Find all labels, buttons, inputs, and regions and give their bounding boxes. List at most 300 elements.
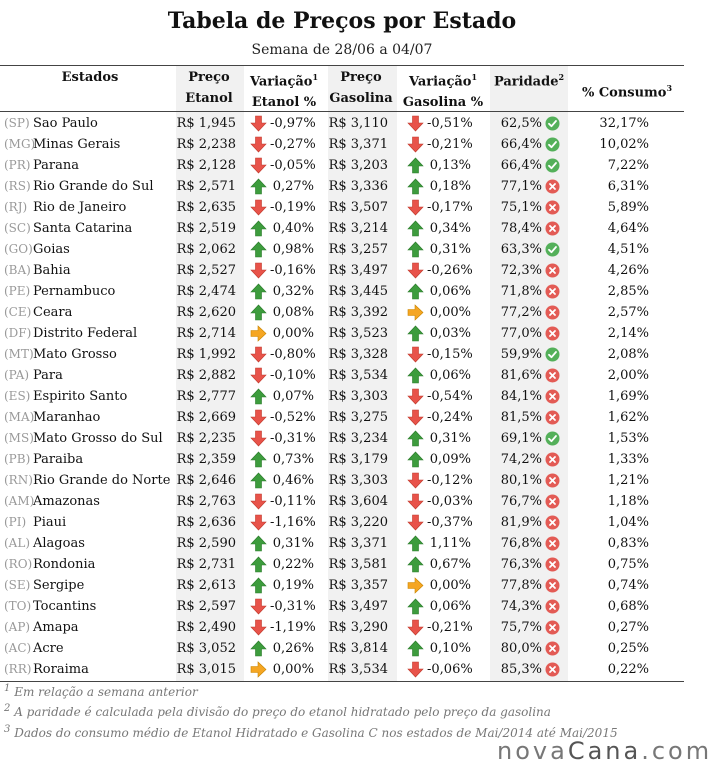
table-row [0, 281, 684, 302]
state-name: Amazonas [33, 494, 100, 509]
header-variacao-gasolina: Variação$^1$ Gasolina % [402, 72, 484, 111]
gasolina-variation-value: -0,37% [427, 515, 473, 530]
state-code: (PI) [4, 515, 27, 529]
gasolina-price: R$ 3,445 [328, 284, 388, 299]
consumo-value: 4,51% [607, 242, 649, 257]
state-code: (AP) [4, 620, 31, 634]
consumo-value: 2,08% [607, 347, 649, 362]
page-subtitle: Semana de 28/06 a 04/07 [251, 42, 433, 58]
paridade-value: 85,3% [500, 662, 542, 677]
header-estados: Estados [61, 70, 119, 85]
paridade-value: 75,1% [500, 200, 542, 215]
gasolina-price: R$ 3,290 [328, 620, 388, 635]
etanol-variation-value: 0,07% [272, 389, 314, 404]
x-circle-icon [545, 389, 560, 404]
etanol-variation-value: 0,32% [272, 284, 314, 299]
etanol-up-arrow-icon [250, 220, 267, 237]
gasolina-down-arrow-icon [407, 514, 424, 531]
etanol-variation-value: -1,19% [270, 620, 316, 635]
paridade-value: 74,2% [500, 452, 542, 467]
gasolina-variation-value: -0,17% [427, 200, 473, 215]
etanol-down-arrow-icon [250, 115, 267, 132]
paridade-value: 66,4% [500, 158, 542, 173]
gasolina-variation-value: 0,10% [429, 641, 471, 656]
consumo-value: 1,04% [607, 515, 649, 530]
gasolina-down-arrow-icon [407, 661, 424, 678]
table-row [0, 659, 684, 680]
etanol-price: R$ 2,235 [176, 431, 236, 446]
etanol-variation-value: 0,08% [272, 305, 314, 320]
gasolina-up-arrow-icon [407, 535, 424, 552]
etanol-up-arrow-icon [250, 283, 267, 300]
etanol-variation-value: -0,10% [270, 368, 316, 383]
paridade-value: 66,4% [500, 137, 542, 152]
paridade-value: 76,7% [500, 494, 542, 509]
gasolina-price: R$ 3,604 [328, 494, 388, 509]
check-circle-icon [545, 137, 560, 152]
gasolina-price: R$ 3,257 [328, 242, 388, 257]
state-code: (BA) [4, 263, 31, 277]
etanol-up-arrow-icon [250, 535, 267, 552]
etanol-down-arrow-icon [250, 409, 267, 426]
footnote-3: $^3$ Dados do consumo médio de Etanol Hidratado e Gasolina C nos estados de Mai/2014 até Mai/2015 [4, 724, 618, 740]
state-name: Roraima [33, 662, 89, 677]
consumo-value: 2,85% [607, 284, 649, 299]
etanol-variation-value: -0,19% [270, 200, 316, 215]
etanol-up-arrow-icon [250, 451, 267, 468]
state-code: (AM) [4, 494, 35, 508]
state-code: (MA) [4, 410, 35, 424]
x-circle-icon [545, 494, 560, 509]
table-row [0, 197, 684, 218]
state-name: Maranhao [33, 410, 101, 425]
gasolina-up-arrow-icon [407, 220, 424, 237]
etanol-price: R$ 2,731 [176, 557, 236, 572]
state-code: (SE) [4, 578, 31, 592]
footer-divider [0, 681, 684, 682]
etanol-variation-value: -0,52% [270, 410, 316, 425]
etanol-down-arrow-icon [250, 262, 267, 279]
gasolina-variation-value: 1,11% [429, 536, 471, 551]
consumo-value: 7,22% [607, 158, 649, 173]
state-name: Pernambuco [33, 284, 116, 299]
table-row [0, 365, 684, 386]
paridade-value: 59,9% [500, 347, 542, 362]
etanol-down-arrow-icon [250, 598, 267, 615]
gasolina-up-arrow-icon [407, 430, 424, 447]
x-circle-icon [545, 410, 560, 425]
x-circle-icon [545, 221, 560, 236]
etanol-up-arrow-icon [250, 472, 267, 489]
etanol-up-arrow-icon [250, 178, 267, 195]
etanol-up-arrow-icon [250, 304, 267, 321]
etanol-price: R$ 2,062 [176, 242, 236, 257]
state-code: (ES) [4, 389, 31, 403]
etanol-down-arrow-icon [250, 619, 267, 636]
etanol-price: R$ 2,590 [176, 536, 236, 551]
etanol-down-arrow-icon [250, 157, 267, 174]
state-code: (PR) [4, 158, 31, 172]
etanol-price: R$ 2,128 [176, 158, 236, 173]
paridade-value: 77,1% [500, 179, 542, 194]
consumo-value: 32,17% [599, 116, 649, 131]
etanol-variation-value: -0,27% [270, 137, 316, 152]
table-row [0, 344, 684, 365]
etanol-price: R$ 2,519 [176, 221, 236, 236]
state-code: (RR) [4, 662, 32, 676]
footnote-1: $^1$ Em relação a semana anterior [4, 683, 198, 699]
consumo-value: 1,21% [607, 473, 649, 488]
consumo-value: 4,64% [607, 221, 649, 236]
state-name: Ceara [33, 305, 73, 320]
table-row [0, 155, 684, 176]
etanol-variation-value: -0,80% [270, 347, 316, 362]
consumo-value: 1,18% [607, 494, 649, 509]
state-name: Bahia [33, 263, 71, 278]
paridade-value: 76,3% [500, 557, 542, 572]
table-row [0, 428, 684, 449]
etanol-price: R$ 2,571 [176, 179, 236, 194]
gasolina-price: R$ 3,507 [328, 200, 388, 215]
paridade-value: 77,8% [500, 578, 542, 593]
etanol-down-arrow-icon [250, 346, 267, 363]
gasolina-price: R$ 3,534 [328, 368, 388, 383]
gasolina-price: R$ 3,371 [328, 137, 388, 152]
table-row [0, 533, 684, 554]
state-code: (PB) [4, 452, 31, 466]
check-circle-icon [545, 431, 560, 446]
novacana-logo: novaCana.com [497, 737, 712, 765]
gasolina-variation-value: -0,54% [427, 389, 473, 404]
gasolina-price: R$ 3,814 [328, 641, 388, 656]
etanol-variation-value: 0,00% [272, 326, 314, 341]
etanol-price: R$ 2,635 [176, 200, 236, 215]
paridade-value: 72,3% [500, 263, 542, 278]
x-circle-icon [545, 662, 560, 677]
consumo-value: 1,53% [607, 431, 649, 446]
table-row [0, 176, 684, 197]
gasolina-price: R$ 3,336 [328, 179, 388, 194]
page-title: Tabela de Preços por Estado [167, 8, 517, 34]
paridade-value: 69,1% [500, 431, 542, 446]
gasolina-price: R$ 3,303 [328, 473, 388, 488]
paridade-value: 62,5% [500, 116, 542, 131]
state-name: Paraiba [33, 452, 84, 467]
paridade-value: 78,4% [500, 221, 542, 236]
gasolina-variation-value: 0,31% [429, 431, 471, 446]
state-name: Sao Paulo [33, 116, 98, 131]
etanol-down-arrow-icon [250, 430, 267, 447]
state-name: Piaui [33, 515, 67, 530]
state-code: (DF) [4, 326, 32, 340]
etanol-variation-value: -0,05% [270, 158, 316, 173]
header-preco-gasolina: Preço Gasolina [329, 70, 393, 106]
gasolina-price: R$ 3,523 [328, 326, 388, 341]
etanol-variation-value: 0,22% [272, 557, 314, 572]
state-name: Amapa [33, 620, 79, 635]
consumo-value: 0,22% [607, 662, 649, 677]
x-circle-icon [545, 263, 560, 278]
etanol-price: R$ 2,597 [176, 599, 236, 614]
etanol-price: R$ 2,613 [176, 578, 236, 593]
etanol-variation-value: 0,73% [272, 452, 314, 467]
table-row [0, 554, 684, 575]
consumo-value: 2,14% [607, 326, 649, 341]
gasolina-variation-value: -0,12% [427, 473, 473, 488]
consumo-value: 0,74% [607, 578, 649, 593]
state-code: (PA) [4, 368, 30, 382]
gasolina-price: R$ 3,214 [328, 221, 388, 236]
state-code: (CE) [4, 305, 32, 319]
state-name: Espirito Santo [33, 389, 128, 404]
consumo-value: 1,33% [607, 452, 649, 467]
consumo-value: 2,00% [607, 368, 649, 383]
gasolina-up-arrow-icon [407, 241, 424, 258]
state-name: Rio Grande do Sul [33, 179, 154, 194]
gasolina-price: R$ 3,392 [328, 305, 388, 320]
table-row [0, 239, 684, 260]
state-name: Mato Grosso [33, 347, 117, 362]
gasolina-variation-value: -0,03% [427, 494, 473, 509]
x-circle-icon [545, 641, 560, 656]
state-name: Rio Grande do Norte [33, 473, 171, 488]
etanol-price: R$ 2,882 [176, 368, 236, 383]
x-circle-icon [545, 557, 560, 572]
consumo-value: 1,69% [607, 389, 649, 404]
consumo-value: 4,26% [607, 263, 649, 278]
gasolina-down-arrow-icon [407, 115, 424, 132]
table-row [0, 617, 684, 638]
gasolina-variation-value: 0,00% [429, 305, 471, 320]
table-row [0, 596, 684, 617]
gasolina-price: R$ 3,234 [328, 431, 388, 446]
x-circle-icon [545, 599, 560, 614]
gasolina-down-arrow-icon [407, 346, 424, 363]
consumo-value: 2,57% [607, 305, 649, 320]
gasolina-price: R$ 3,110 [328, 116, 388, 131]
etanol-right-arrow-icon [250, 325, 267, 342]
etanol-variation-value: -0,97% [270, 116, 316, 131]
gasolina-variation-value: 0,00% [429, 578, 471, 593]
consumo-value: 0,25% [607, 641, 649, 656]
x-circle-icon [545, 326, 560, 341]
paridade-value: 81,5% [500, 410, 542, 425]
etanol-variation-value: 0,40% [272, 221, 314, 236]
consumo-value: 6,31% [607, 179, 649, 194]
gasolina-up-arrow-icon [407, 157, 424, 174]
x-circle-icon [545, 620, 560, 635]
gasolina-variation-value: -0,15% [427, 347, 473, 362]
etanol-price: R$ 2,474 [176, 284, 236, 299]
header-variacao-etanol: Variação$^1$ Etanol % [249, 72, 319, 111]
etanol-price: R$ 2,238 [176, 137, 236, 152]
state-code: (PE) [4, 284, 31, 298]
gasolina-price: R$ 3,220 [328, 515, 388, 530]
header-consumo: % Consumo$^3$ [581, 83, 673, 101]
etanol-down-arrow-icon [250, 514, 267, 531]
gasolina-price: R$ 3,357 [328, 578, 388, 593]
consumo-value: 0,75% [607, 557, 649, 572]
gasolina-price: R$ 3,497 [328, 599, 388, 614]
state-code: (AL) [4, 536, 30, 550]
gasolina-variation-value: -0,21% [427, 620, 473, 635]
gasolina-right-arrow-icon [407, 304, 424, 321]
etanol-variation-value: 0,31% [272, 536, 314, 551]
etanol-variation-value: 0,26% [272, 641, 314, 656]
etanol-up-arrow-icon [250, 388, 267, 405]
consumo-value: 1,62% [607, 410, 649, 425]
gasolina-variation-value: -0,24% [427, 410, 473, 425]
etanol-price: R$ 1,945 [176, 116, 236, 131]
gasolina-down-arrow-icon [407, 619, 424, 636]
etanol-right-arrow-icon [250, 661, 267, 678]
gasolina-price: R$ 3,275 [328, 410, 388, 425]
consumo-value: 10,02% [599, 137, 649, 152]
paridade-value: 81,9% [500, 515, 542, 530]
consumo-value: 0,83% [607, 536, 649, 551]
x-circle-icon [545, 368, 560, 383]
gasolina-variation-value: -0,21% [427, 137, 473, 152]
state-code: (MT) [4, 347, 34, 361]
header-paridade: Paridade$^2$ [493, 72, 565, 90]
consumo-value: 0,27% [607, 620, 649, 635]
gasolina-variation-value: 0,06% [429, 284, 471, 299]
gasolina-right-arrow-icon [407, 577, 424, 594]
state-code: (RN) [4, 473, 33, 487]
state-code: (MS) [4, 431, 34, 445]
paridade-value: 80,1% [500, 473, 542, 488]
paridade-value: 63,3% [500, 242, 542, 257]
state-name: Distrito Federal [33, 326, 138, 341]
etanol-variation-value: 0,00% [272, 662, 314, 677]
etanol-price: R$ 2,490 [176, 620, 236, 635]
table-row [0, 512, 684, 533]
etanol-up-arrow-icon [250, 577, 267, 594]
etanol-price: R$ 2,646 [176, 473, 236, 488]
state-name: Minas Gerais [33, 137, 121, 152]
state-name: Mato Grosso do Sul [33, 431, 163, 446]
check-circle-icon [545, 158, 560, 173]
check-circle-icon [545, 347, 560, 362]
etanol-variation-value: 0,19% [272, 578, 314, 593]
etanol-variation-value: -0,11% [270, 494, 316, 509]
gasolina-up-arrow-icon [407, 178, 424, 195]
table-row [0, 470, 684, 491]
state-name: Parana [33, 158, 80, 173]
table-row [0, 407, 684, 428]
etanol-price: R$ 2,669 [176, 410, 236, 425]
etanol-down-arrow-icon [250, 136, 267, 153]
table-header [0, 67, 684, 111]
table-row [0, 134, 684, 155]
gasolina-variation-value: 0,67% [429, 557, 471, 572]
check-circle-icon [545, 116, 560, 131]
state-name: Santa Catarina [33, 221, 133, 236]
x-circle-icon [545, 179, 560, 194]
table-row [0, 323, 684, 344]
etanol-price: R$ 2,777 [176, 389, 236, 404]
paridade-value: 80,0% [500, 641, 542, 656]
x-circle-icon [545, 473, 560, 488]
state-name: Tocantins [33, 599, 97, 614]
state-name: Para [33, 368, 63, 383]
gasolina-down-arrow-icon [407, 493, 424, 510]
state-code: (AC) [4, 641, 32, 655]
gasolina-price: R$ 3,328 [328, 347, 388, 362]
gasolina-down-arrow-icon [407, 472, 424, 489]
paridade-value: 71,8% [500, 284, 542, 299]
gasolina-up-arrow-icon [407, 451, 424, 468]
gasolina-up-arrow-icon [407, 283, 424, 300]
table-row [0, 218, 684, 239]
gasolina-down-arrow-icon [407, 199, 424, 216]
gasolina-variation-value: 0,03% [429, 326, 471, 341]
gasolina-down-arrow-icon [407, 136, 424, 153]
gasolina-variation-value: 0,31% [429, 242, 471, 257]
consumo-value: 0,68% [607, 599, 649, 614]
gasolina-price: R$ 3,497 [328, 263, 388, 278]
state-code: (TO) [4, 599, 32, 613]
table-row [0, 386, 684, 407]
table-row [0, 260, 684, 281]
paridade-value: 77,0% [500, 326, 542, 341]
gasolina-price: R$ 3,303 [328, 389, 388, 404]
paridade-value: 75,7% [500, 620, 542, 635]
state-name: Alagoas [33, 536, 85, 551]
table-row [0, 638, 684, 659]
check-circle-icon [545, 242, 560, 257]
etanol-variation-value: -0,31% [270, 431, 316, 446]
gasolina-up-arrow-icon [407, 556, 424, 573]
gasolina-down-arrow-icon [407, 262, 424, 279]
x-circle-icon [545, 578, 560, 593]
paridade-value: 74,3% [500, 599, 542, 614]
x-circle-icon [545, 200, 560, 215]
etanol-up-arrow-icon [250, 556, 267, 573]
table-row [0, 449, 684, 470]
header-bottom-divider [0, 111, 684, 112]
gasolina-price: R$ 3,203 [328, 158, 388, 173]
state-code: (RO) [4, 557, 33, 571]
gasolina-up-arrow-icon [407, 640, 424, 657]
x-circle-icon [545, 284, 560, 299]
etanol-variation-value: 0,46% [272, 473, 314, 488]
etanol-variation-value: 0,27% [272, 179, 314, 194]
state-name: Rio de Janeiro [33, 200, 127, 215]
etanol-up-arrow-icon [250, 640, 267, 657]
etanol-price: R$ 3,052 [176, 641, 236, 656]
etanol-price: R$ 2,620 [176, 305, 236, 320]
etanol-price: R$ 1,992 [176, 347, 236, 362]
gasolina-up-arrow-icon [407, 598, 424, 615]
state-name: Sergipe [33, 578, 85, 593]
table-row [0, 491, 684, 512]
state-code: (MG) [4, 137, 36, 151]
state-code: (RJ) [4, 200, 28, 214]
gasolina-variation-value: 0,18% [429, 179, 471, 194]
gasolina-down-arrow-icon [407, 388, 424, 405]
consumo-value: 5,89% [607, 200, 649, 215]
footnote-2: $^2$ A paridade é calculada pela divisão do preço do etanol hidratado pelo preço da gasolina [4, 703, 551, 719]
etanol-price: R$ 2,636 [176, 515, 236, 530]
etanol-price: R$ 3,015 [176, 662, 236, 677]
gasolina-up-arrow-icon [407, 367, 424, 384]
gasolina-variation-value: 0,06% [429, 368, 471, 383]
etanol-variation-value: 0,98% [272, 242, 314, 257]
gasolina-variation-value: -0,06% [427, 662, 473, 677]
header-top-divider [0, 65, 684, 66]
etanol-price: R$ 2,359 [176, 452, 236, 467]
